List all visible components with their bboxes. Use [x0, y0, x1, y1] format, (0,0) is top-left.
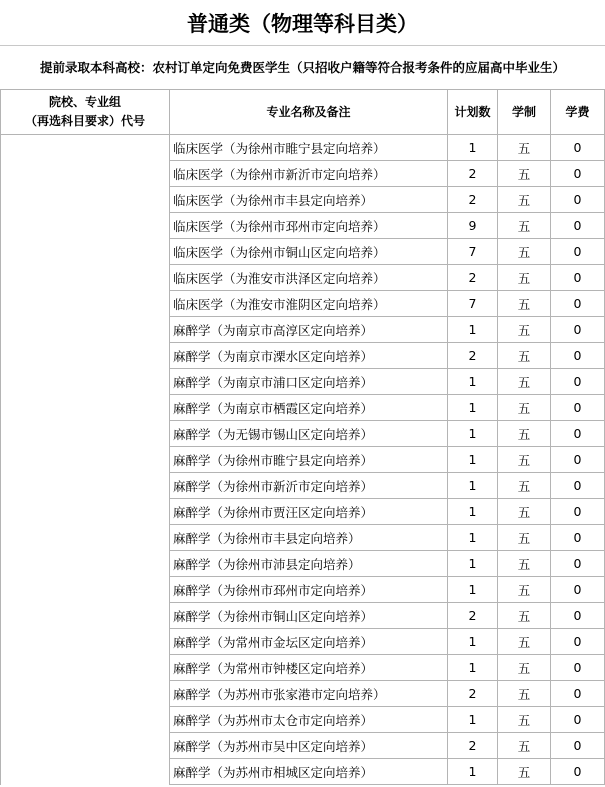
plan-cell: 1: [448, 369, 498, 395]
plan-cell: 1: [448, 655, 498, 681]
duration-cell: 五: [498, 187, 551, 213]
tuition-cell: 0: [551, 603, 605, 629]
tuition-cell: 0: [551, 629, 605, 655]
plan-cell: 2: [448, 187, 498, 213]
header-duration: 学制: [498, 90, 551, 135]
plan-cell: 1: [448, 317, 498, 343]
plan-cell: 1: [448, 551, 498, 577]
duration-cell: 五: [498, 135, 551, 161]
major-cell: 临床医学（为淮安市洪泽区定向培养）: [170, 265, 448, 291]
duration-cell: 五: [498, 499, 551, 525]
major-cell: 临床医学（为徐州市铜山区定向培养）: [170, 239, 448, 265]
major-cell: 临床医学（为徐州市睢宁县定向培养）: [170, 135, 448, 161]
major-cell: 麻醉学（为苏州市吴中区定向培养）: [170, 733, 448, 759]
major-cell: 临床医学（为徐州市丰县定向培养）: [170, 187, 448, 213]
tuition-cell: 0: [551, 239, 605, 265]
plan-cell: 1: [448, 421, 498, 447]
plan-cell: 2: [448, 681, 498, 707]
duration-cell: 五: [498, 343, 551, 369]
duration-cell: 五: [498, 577, 551, 603]
header-school-group: [1, 90, 170, 135]
plan-cell: 1: [448, 577, 498, 603]
tuition-cell: 0: [551, 655, 605, 681]
table-body: [1, 135, 605, 785]
tuition-cell: 0: [551, 499, 605, 525]
duration-cell: 五: [498, 239, 551, 265]
duration-cell: 五: [498, 317, 551, 343]
major-cell: 麻醉学（为徐州市铜山区定向培养）: [170, 603, 448, 629]
duration-cell: 五: [498, 655, 551, 681]
plan-cell: 2: [448, 265, 498, 291]
plan-cell: 1: [448, 707, 498, 733]
plan-cell: 1: [448, 395, 498, 421]
plan-cell: 2: [448, 603, 498, 629]
tuition-cell: 0: [551, 525, 605, 551]
duration-cell: 五: [498, 733, 551, 759]
duration-cell: 五: [498, 473, 551, 499]
major-cell: 麻醉学（为无锡市锡山区定向培养）: [170, 421, 448, 447]
duration-cell: 五: [498, 681, 551, 707]
major-cell: 麻醉学（为南京市栖霞区定向培养）: [170, 395, 448, 421]
section-subtitle: 提前录取本科高校：农村订单定向免费医学生（只招收户籍等符合报考条件的应届高中毕业生）: [0, 45, 605, 90]
tuition-cell: 0: [551, 421, 605, 447]
major-cell: 麻醉学（为徐州市沛县定向培养）: [170, 551, 448, 577]
major-cell: 临床医学（为徐州市邳州市定向培养）: [170, 213, 448, 239]
tuition-cell: 0: [551, 681, 605, 707]
plan-cell: 7: [448, 291, 498, 317]
tuition-cell: 0: [551, 213, 605, 239]
duration-cell: 五: [498, 447, 551, 473]
duration-cell: 五: [498, 161, 551, 187]
duration-cell: 五: [498, 603, 551, 629]
duration-cell: 五: [498, 291, 551, 317]
plan-cell: 2: [448, 343, 498, 369]
tuition-cell: 0: [551, 577, 605, 603]
major-cell: 临床医学（为徐州市新沂市定向培养）: [170, 161, 448, 187]
major-cell: 麻醉学（为徐州市睢宁县定向培养）: [170, 447, 448, 473]
tuition-cell: 0: [551, 187, 605, 213]
tuition-cell: 0: [551, 447, 605, 473]
plan-cell: 1: [448, 525, 498, 551]
table-header-row: [1, 90, 605, 135]
major-cell: 麻醉学（为常州市钟楼区定向培养）: [170, 655, 448, 681]
page-title: 普通类（物理等科目类）: [0, 0, 605, 46]
header-plan: 计划数: [448, 90, 498, 135]
tuition-cell: 0: [551, 343, 605, 369]
tuition-cell: 0: [551, 395, 605, 421]
tuition-cell: 0: [551, 135, 605, 161]
plan-cell: 1: [448, 629, 498, 655]
plan-cell: 1: [448, 135, 498, 161]
header-tuition: 学费: [551, 90, 605, 135]
tuition-cell: 0: [551, 317, 605, 343]
header-school-line2: （再选科目要求）代号: [24, 114, 145, 128]
duration-cell: 五: [498, 525, 551, 551]
duration-cell: 五: [498, 395, 551, 421]
duration-cell: 五: [498, 421, 551, 447]
major-cell: 临床医学（为淮安市淮阴区定向培养）: [170, 291, 448, 317]
duration-cell: 五: [498, 629, 551, 655]
header-school-line1: 院校、专业组: [48, 95, 121, 109]
tuition-cell: 0: [551, 473, 605, 499]
plan-cell: 1: [448, 499, 498, 525]
major-cell: 麻醉学（为徐州市新沂市定向培养）: [170, 473, 448, 499]
major-cell: 麻醉学（为苏州市太仓市定向培养）: [170, 707, 448, 733]
table-row: [1, 135, 605, 161]
tuition-cell: 0: [551, 733, 605, 759]
plan-cell: 7: [448, 239, 498, 265]
plan-cell: 2: [448, 733, 498, 759]
major-cell: 麻醉学（为南京市高淳区定向培养）: [170, 317, 448, 343]
major-cell: 麻醉学（为苏州市张家港市定向培养）: [170, 681, 448, 707]
major-cell: 麻醉学（为常州市金坛区定向培养）: [170, 629, 448, 655]
major-cell: 麻醉学（为南京市溧水区定向培养）: [170, 343, 448, 369]
school-group-cell: [1, 135, 170, 785]
major-cell: 麻醉学（为徐州市贾汪区定向培养）: [170, 499, 448, 525]
plan-cell: 1: [448, 473, 498, 499]
plan-cell: 1: [448, 759, 498, 785]
duration-cell: 五: [498, 265, 551, 291]
tuition-cell: 0: [551, 551, 605, 577]
tuition-cell: 0: [551, 161, 605, 187]
plan-cell: 9: [448, 213, 498, 239]
admission-plan-table: [0, 89, 605, 785]
tuition-cell: 0: [551, 291, 605, 317]
header-major: 专业名称及备注: [170, 90, 448, 135]
major-cell: 麻醉学（为南京市浦口区定向培养）: [170, 369, 448, 395]
duration-cell: 五: [498, 759, 551, 785]
major-cell: 麻醉学（为徐州市丰县定向培养）: [170, 525, 448, 551]
duration-cell: 五: [498, 707, 551, 733]
duration-cell: 五: [498, 213, 551, 239]
tuition-cell: 0: [551, 759, 605, 785]
tuition-cell: 0: [551, 265, 605, 291]
plan-cell: 2: [448, 161, 498, 187]
duration-cell: 五: [498, 551, 551, 577]
major-cell: 麻醉学（为徐州市邳州市定向培养）: [170, 577, 448, 603]
tuition-cell: 0: [551, 369, 605, 395]
plan-cell: 1: [448, 447, 498, 473]
duration-cell: 五: [498, 369, 551, 395]
tuition-cell: 0: [551, 707, 605, 733]
major-cell: 麻醉学（为苏州市相城区定向培养）: [170, 759, 448, 785]
